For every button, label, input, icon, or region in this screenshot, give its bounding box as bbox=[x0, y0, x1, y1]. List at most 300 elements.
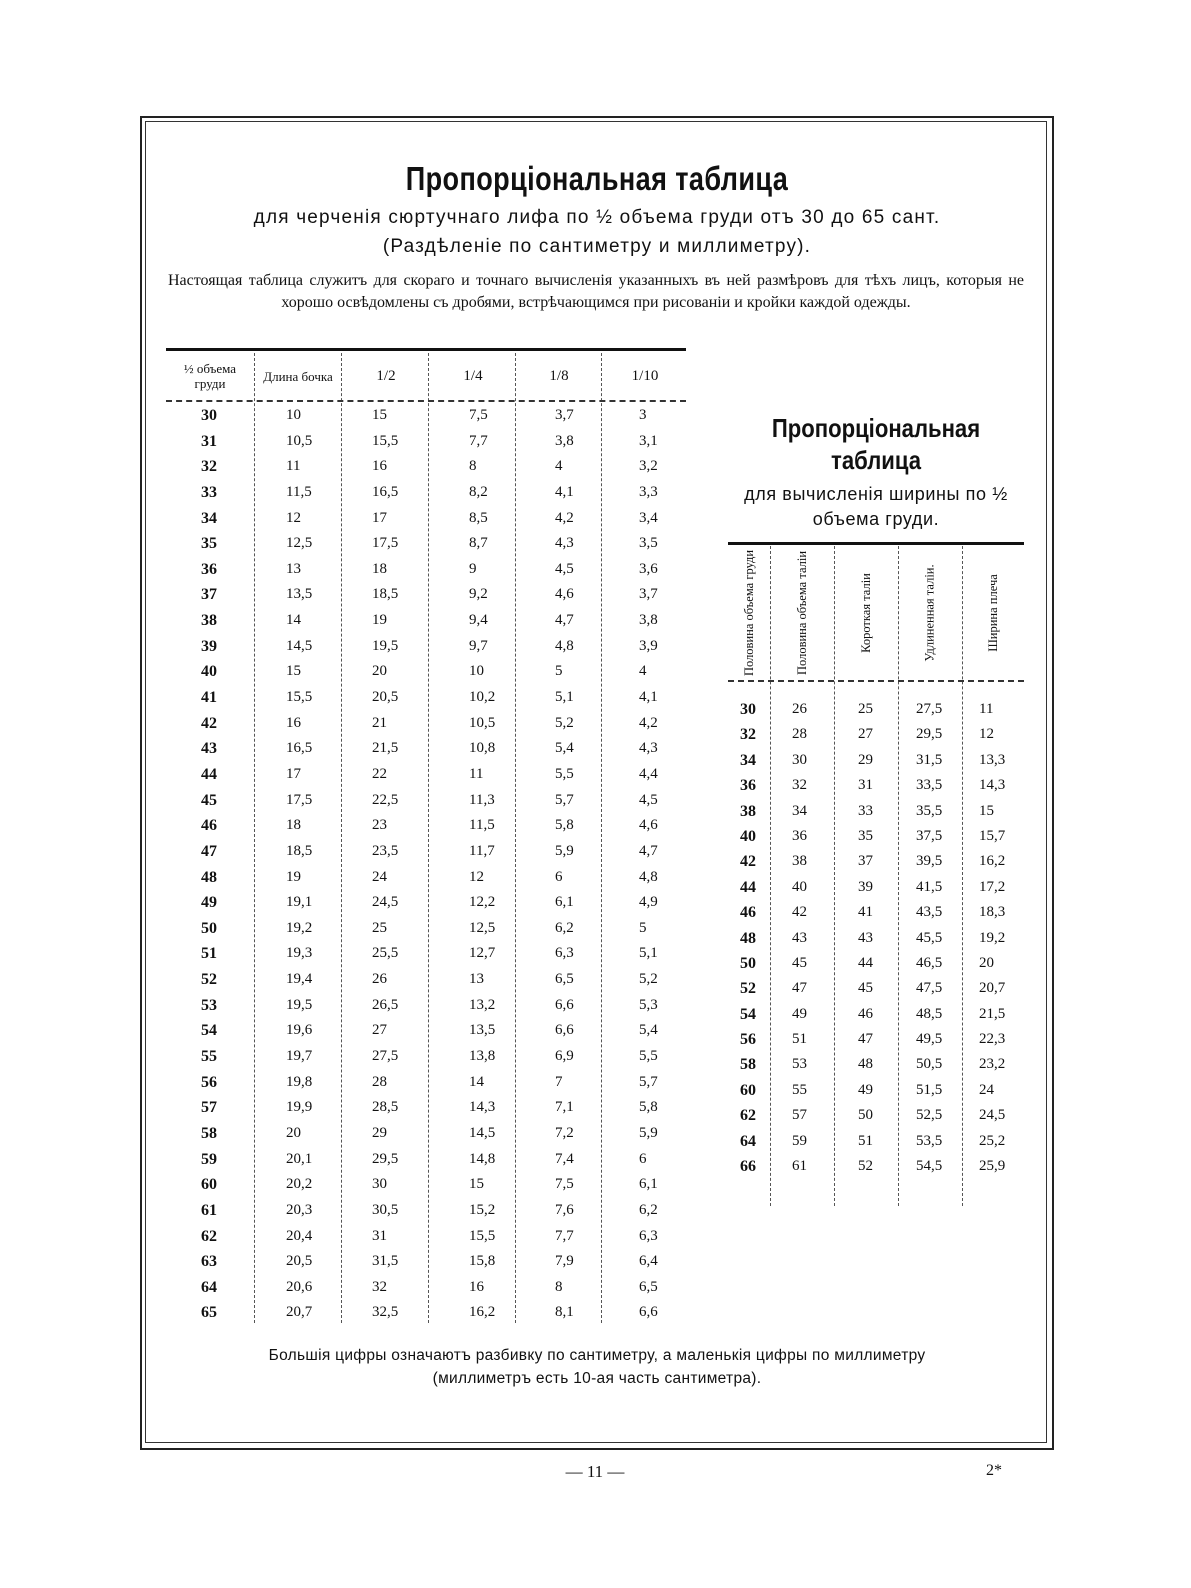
table-cell: 6,6 bbox=[639, 1304, 658, 1321]
table-cell: 17,2 bbox=[979, 878, 1006, 895]
table-cell: 50,5 bbox=[916, 1056, 943, 1073]
table-cell: 50 bbox=[740, 954, 756, 972]
table-row bbox=[166, 1045, 686, 1071]
table-row bbox=[166, 840, 686, 866]
width-table-title: Пропорціональная таблица bbox=[771, 413, 981, 475]
table-cell: 15,8 bbox=[469, 1253, 496, 1270]
table-cell: 12,2 bbox=[469, 894, 496, 911]
table-cell: 57 bbox=[792, 1107, 807, 1124]
table-cell: 16 bbox=[469, 1278, 484, 1295]
table-cell: 27 bbox=[858, 726, 873, 743]
table-cell: 32 bbox=[201, 458, 217, 476]
table-cell: 53 bbox=[792, 1056, 807, 1073]
table-cell: 6 bbox=[639, 1150, 647, 1167]
table-cell: 10,2 bbox=[469, 689, 496, 706]
table-row bbox=[166, 507, 686, 533]
table-row bbox=[166, 686, 686, 712]
table-cell: 4,8 bbox=[639, 868, 658, 885]
table-row bbox=[166, 1096, 686, 1122]
header-quarter: 1/4 bbox=[463, 367, 483, 384]
table-cell: 13,8 bbox=[469, 1048, 496, 1065]
header-long-waist bbox=[898, 548, 962, 678]
page-subtitle-note: (Раздѣленіе по сантиметру и миллиметру). bbox=[382, 236, 812, 257]
table-cell: 54 bbox=[201, 1022, 217, 1040]
footer-line: Большія цифры означаютъ разбивку по сантиметру, а маленькія цифры по миллиметру bbox=[268, 1347, 926, 1364]
table-cell: 47 bbox=[792, 980, 807, 997]
table-cell: 58 bbox=[740, 1056, 756, 1074]
table-cell: 19,9 bbox=[286, 1099, 313, 1116]
table-cell: 43,5 bbox=[916, 904, 943, 921]
table-cell: 34 bbox=[201, 509, 217, 527]
table-cell: 36 bbox=[792, 827, 807, 844]
table-cell: 22 bbox=[372, 765, 387, 782]
table-cell: 4,7 bbox=[639, 842, 658, 859]
table-row bbox=[728, 955, 1024, 980]
table-cell: 16,5 bbox=[286, 740, 313, 757]
table-cell: 51,5 bbox=[916, 1081, 943, 1098]
table-cell: 14,3 bbox=[469, 1099, 496, 1116]
table-cell: 56 bbox=[201, 1073, 217, 1091]
table-cell: 54,5 bbox=[916, 1158, 943, 1175]
table-cell: 7,2 bbox=[555, 1124, 574, 1141]
table-cell: 4,5 bbox=[639, 791, 658, 808]
table-cell: 52 bbox=[740, 980, 756, 998]
table-cell: 9,4 bbox=[469, 612, 488, 629]
table-cell: 39 bbox=[858, 878, 873, 895]
table-row bbox=[166, 558, 686, 584]
table-cell: 41,5 bbox=[916, 878, 943, 895]
table-cell: 42 bbox=[201, 714, 217, 732]
table-cell: 42 bbox=[740, 853, 756, 871]
table-cell: 4,3 bbox=[639, 740, 658, 757]
table-cell: 18 bbox=[286, 817, 301, 834]
table-cell: 4,5 bbox=[555, 560, 574, 577]
header-short-waist bbox=[834, 548, 898, 678]
table-cell: 4,1 bbox=[555, 483, 574, 500]
table-cell: 25 bbox=[858, 701, 873, 717]
table-cell: 24 bbox=[372, 868, 387, 885]
table-cell: 6,5 bbox=[555, 971, 574, 988]
table-row bbox=[166, 1019, 686, 1045]
table-cell: 13 bbox=[469, 971, 484, 988]
table-cell: 14,5 bbox=[469, 1124, 496, 1141]
table-cell: 50 bbox=[201, 919, 217, 937]
table-cell: 5,2 bbox=[555, 714, 574, 731]
table-cell: 31 bbox=[858, 777, 873, 794]
footer-note bbox=[140, 1344, 1054, 1390]
table-cell: 5,2 bbox=[639, 971, 658, 988]
table-cell: 47,5 bbox=[916, 980, 943, 997]
table-cell: 6,4 bbox=[639, 1253, 658, 1270]
table-row bbox=[166, 481, 686, 507]
table-cell: 37 bbox=[858, 853, 873, 870]
table-cell: 29,5 bbox=[372, 1150, 399, 1167]
table-cell: 35 bbox=[858, 827, 873, 844]
table-cell: 6,1 bbox=[555, 894, 574, 911]
table-cell: 21,5 bbox=[372, 740, 399, 757]
table-row bbox=[166, 609, 686, 635]
header-half: 1/2 bbox=[376, 367, 396, 384]
table-cell: 12 bbox=[979, 726, 994, 743]
table-row bbox=[728, 777, 1024, 802]
table-cell: 10,8 bbox=[469, 740, 496, 757]
table-cell: 6 bbox=[555, 868, 563, 885]
table-cell: 7,1 bbox=[555, 1099, 574, 1116]
table-cell: 16 bbox=[286, 714, 301, 731]
table-cell: 7,6 bbox=[555, 1201, 574, 1218]
table-cell: 12,7 bbox=[469, 945, 496, 962]
table-cell: 33 bbox=[858, 802, 873, 819]
table-cell: 48 bbox=[858, 1056, 873, 1073]
table-cell: 7,5 bbox=[469, 407, 488, 423]
header-label: Половина объема груди bbox=[742, 549, 756, 677]
table-cell: 8 bbox=[469, 458, 477, 475]
table-cell: 49,5 bbox=[916, 1031, 943, 1048]
table-cell: 56 bbox=[740, 1031, 756, 1049]
table-cell: 53 bbox=[201, 996, 217, 1014]
table-cell: 11 bbox=[286, 458, 301, 475]
table-cell: 35 bbox=[201, 535, 217, 553]
table-cell: 30 bbox=[201, 407, 217, 424]
table-cell: 18 bbox=[372, 560, 387, 577]
table-cell: 3,9 bbox=[639, 637, 658, 654]
table-cell: 19,2 bbox=[286, 919, 313, 936]
table-cell: 47 bbox=[858, 1031, 873, 1048]
table-cell: 12 bbox=[286, 509, 301, 526]
table-cell: 63 bbox=[201, 1253, 217, 1271]
table-cell: 3,7 bbox=[639, 586, 658, 603]
table-cell: 5,8 bbox=[555, 817, 574, 834]
table-cell: 8,1 bbox=[555, 1304, 574, 1321]
table-row bbox=[166, 1199, 686, 1225]
table-row bbox=[728, 1006, 1024, 1031]
table-cell: 30 bbox=[740, 701, 756, 718]
header-label: Половина объема таліи bbox=[795, 550, 810, 676]
table-cell: 18,5 bbox=[286, 842, 313, 859]
table-cell: 20,5 bbox=[286, 1253, 313, 1270]
table-cell: 16,2 bbox=[979, 853, 1006, 870]
table-cell: 37,5 bbox=[916, 827, 943, 844]
table-cell: 16,5 bbox=[372, 483, 399, 500]
table-cell: 55 bbox=[201, 1048, 217, 1066]
table-row bbox=[166, 814, 686, 840]
table-cell: 7,7 bbox=[469, 432, 488, 449]
header-half-waist bbox=[770, 548, 834, 678]
table-cell: 4,3 bbox=[555, 535, 574, 552]
table-cell: 24,5 bbox=[979, 1107, 1006, 1124]
width-table-subtitle: для вычисленія ширины по ½ объема груди. bbox=[744, 484, 1008, 529]
table-cell: 18,3 bbox=[979, 904, 1006, 921]
table-cell: 52 bbox=[858, 1158, 873, 1175]
table-cell: 48 bbox=[740, 929, 756, 947]
table-cell: 41 bbox=[858, 904, 873, 921]
table-cell: 25,2 bbox=[979, 1132, 1006, 1149]
table-cell: 49 bbox=[858, 1081, 873, 1098]
table-top-rule bbox=[166, 348, 686, 351]
table-cell: 15,5 bbox=[469, 1227, 496, 1244]
table-cell: 61 bbox=[792, 1158, 807, 1175]
table-cell: 12,5 bbox=[286, 535, 313, 552]
table-cell: 49 bbox=[792, 1005, 807, 1022]
table-row bbox=[166, 994, 686, 1020]
header-eighth: 1/8 bbox=[549, 367, 569, 384]
table-cell: 43 bbox=[858, 929, 873, 946]
table-cell: 36 bbox=[201, 560, 217, 578]
table-row bbox=[166, 455, 686, 481]
table-cell: 5,4 bbox=[555, 740, 574, 757]
table-cell: 28 bbox=[372, 1073, 387, 1090]
page-subtitle: для черченія сюртучнаго лифа по ½ объема груди отъ 30 до 65 сант. bbox=[253, 207, 941, 228]
table-cell: 3,5 bbox=[639, 535, 658, 552]
table-cell: 40 bbox=[740, 827, 756, 845]
table-cell: 15 bbox=[979, 802, 994, 819]
table-cell: 38 bbox=[792, 853, 807, 870]
table-cell: 40 bbox=[201, 663, 217, 681]
table-cell: 4,2 bbox=[639, 714, 658, 731]
table-cell: 29 bbox=[372, 1124, 387, 1141]
table-cell: 43 bbox=[792, 929, 807, 946]
page-number: — 11 — bbox=[565, 1462, 625, 1481]
table-cell: 4 bbox=[555, 458, 563, 475]
table-cell: 59 bbox=[201, 1150, 217, 1168]
table-cell: 31,5 bbox=[916, 751, 943, 768]
table-cell: 11,7 bbox=[469, 842, 495, 859]
table-cell: 19 bbox=[372, 612, 387, 629]
table-cell: 7,9 bbox=[555, 1253, 574, 1270]
table-row bbox=[728, 701, 1024, 726]
table-cell: 43 bbox=[201, 740, 217, 758]
table-cell: 13,2 bbox=[469, 996, 496, 1013]
table-cell: 58 bbox=[201, 1124, 217, 1142]
table-row bbox=[728, 904, 1024, 929]
table-row bbox=[728, 752, 1024, 777]
table-row bbox=[728, 803, 1024, 828]
table-cell: 4,2 bbox=[555, 509, 574, 526]
table-cell: 53,5 bbox=[916, 1132, 943, 1149]
table-cell: 4 bbox=[639, 663, 647, 680]
table-row bbox=[728, 1031, 1024, 1056]
table-row bbox=[166, 763, 686, 789]
table-cell: 55 bbox=[792, 1081, 807, 1098]
table-cell: 24,5 bbox=[372, 894, 399, 911]
table-cell: 20 bbox=[286, 1124, 301, 1141]
table-cell: 26,5 bbox=[372, 996, 399, 1013]
table-cell: 8,2 bbox=[469, 483, 488, 500]
table-row bbox=[728, 1133, 1024, 1158]
table-cell: 20 bbox=[979, 954, 994, 971]
table-cell: 5,8 bbox=[639, 1099, 658, 1116]
table-row bbox=[166, 404, 686, 430]
table-cell: 5,4 bbox=[639, 1022, 658, 1039]
page-title: Пропорціональная таблица bbox=[405, 160, 789, 197]
table-cell: 27,5 bbox=[372, 1048, 399, 1065]
table-cell: 33 bbox=[201, 483, 217, 501]
table-cell: 16,2 bbox=[469, 1304, 496, 1321]
table-cell: 23 bbox=[372, 817, 387, 834]
table-cell: 39,5 bbox=[916, 853, 943, 870]
table-cell: 3,6 bbox=[639, 560, 658, 577]
header-tenth: 1/10 bbox=[631, 367, 659, 384]
table-body bbox=[728, 701, 1024, 1183]
table-cell: 14,5 bbox=[286, 637, 313, 654]
table-row bbox=[728, 1107, 1024, 1132]
table-cell: 31,5 bbox=[372, 1253, 399, 1270]
table-cell: 13,3 bbox=[979, 751, 1006, 768]
table-cell: 19,5 bbox=[372, 637, 399, 654]
table-cell: 14 bbox=[469, 1073, 484, 1090]
table-cell: 5 bbox=[555, 663, 563, 680]
header-half-chest: ½ объема груди bbox=[183, 361, 237, 391]
intro-paragraph: Настоящая таблица служитъ для скораго и точнаго вычисленія указанныхъ въ ней размѣровъ для тѣхъ лицъ, которыя не хорошо освѣдомлены съ дробями, встрѣчающимся при рисованіи и кройки каждой одежды. bbox=[168, 272, 1024, 311]
table-cell: 17 bbox=[372, 509, 387, 526]
table-cell: 54 bbox=[740, 1005, 756, 1023]
table-cell: 4,1 bbox=[639, 689, 658, 706]
table-cell: 66 bbox=[740, 1158, 756, 1176]
table-cell: 51 bbox=[858, 1132, 873, 1149]
table-row bbox=[728, 1082, 1024, 1107]
signature-mark: 2* bbox=[986, 1462, 1002, 1479]
table-row bbox=[166, 1173, 686, 1199]
table-cell: 6,6 bbox=[555, 996, 574, 1013]
table-cell: 11,5 bbox=[286, 483, 312, 500]
table-cell: 7,7 bbox=[555, 1227, 574, 1244]
table-cell: 59 bbox=[792, 1132, 807, 1149]
table-cell: 50 bbox=[858, 1107, 873, 1124]
table-row bbox=[166, 430, 686, 456]
table-cell: 13 bbox=[286, 560, 301, 577]
table-cell: 5,3 bbox=[639, 996, 658, 1013]
table-cell: 26 bbox=[792, 701, 807, 717]
table-row bbox=[166, 1071, 686, 1097]
table-cell: 16 bbox=[372, 458, 387, 475]
table-cell: 17 bbox=[286, 765, 301, 782]
table-cell: 3,4 bbox=[639, 509, 658, 526]
table-cell: 17,5 bbox=[286, 791, 313, 808]
table-row bbox=[166, 532, 686, 558]
table-cell: 15,2 bbox=[469, 1201, 496, 1218]
table-cell: 21 bbox=[372, 714, 387, 731]
table-row bbox=[728, 930, 1024, 955]
table-cell: 14,3 bbox=[979, 777, 1006, 794]
table-cell: 20,7 bbox=[979, 980, 1006, 997]
header-side-length: Длина бочка bbox=[263, 368, 333, 384]
table-cell: 4,4 bbox=[639, 765, 658, 782]
table-cell: 10,5 bbox=[469, 714, 496, 731]
table-cell: 4,7 bbox=[555, 612, 574, 629]
table-cell: 25,9 bbox=[979, 1158, 1006, 1175]
table-cell: 29,5 bbox=[916, 726, 943, 743]
table-cell: 8,7 bbox=[469, 535, 488, 552]
table-cell: 46 bbox=[740, 904, 756, 922]
table-row bbox=[166, 737, 686, 763]
table-cell: 32,5 bbox=[372, 1304, 399, 1321]
table-cell: 64 bbox=[201, 1278, 217, 1296]
table-cell: 19,2 bbox=[979, 929, 1006, 946]
table-cell: 45 bbox=[201, 791, 217, 809]
table-cell: 19,1 bbox=[286, 894, 313, 911]
header-label: Ширина плеча bbox=[986, 574, 1001, 652]
table-cell: 30 bbox=[792, 751, 807, 768]
table-cell: 5,9 bbox=[555, 842, 574, 859]
table-cell: 6,9 bbox=[555, 1048, 574, 1065]
table-cell: 52,5 bbox=[916, 1107, 943, 1124]
table-cell: 15 bbox=[286, 663, 301, 680]
table-cell: 15 bbox=[372, 407, 387, 423]
table-cell: 30 bbox=[372, 1176, 387, 1193]
table-cell: 9 bbox=[469, 560, 477, 577]
table-row bbox=[166, 712, 686, 738]
table-cell: 47 bbox=[201, 842, 217, 860]
table-cell: 6,6 bbox=[555, 1022, 574, 1039]
table-cell: 20,6 bbox=[286, 1278, 313, 1295]
table-cell: 9,7 bbox=[469, 637, 488, 654]
table-cell: 7,5 bbox=[555, 1176, 574, 1193]
table-cell: 62 bbox=[201, 1227, 217, 1245]
table-cell: 28 bbox=[792, 726, 807, 743]
table-cell: 11,3 bbox=[469, 791, 495, 808]
table-cell: 19,8 bbox=[286, 1073, 313, 1090]
table-cell: 3,1 bbox=[639, 432, 658, 449]
table-cell: 31 bbox=[201, 432, 217, 450]
table-cell: 32 bbox=[792, 777, 807, 794]
table-cell: 25 bbox=[372, 919, 387, 936]
table-row bbox=[166, 1225, 686, 1251]
table-row bbox=[166, 1148, 686, 1174]
table-cell: 4,6 bbox=[639, 817, 658, 834]
table-cell: 45,5 bbox=[916, 929, 943, 946]
table-cell: 45 bbox=[858, 980, 873, 997]
table-cell: 6,3 bbox=[555, 945, 574, 962]
table-cell: 6,2 bbox=[639, 1201, 658, 1218]
table-cell: 20,2 bbox=[286, 1176, 313, 1193]
table-cell: 20,7 bbox=[286, 1304, 313, 1321]
table-cell: 37 bbox=[201, 586, 217, 604]
table-cell: 8 bbox=[555, 1278, 563, 1295]
table-cell: 19,3 bbox=[286, 945, 313, 962]
table-row bbox=[166, 1276, 686, 1302]
table-cell: 38 bbox=[740, 802, 756, 820]
table-cell: 20,4 bbox=[286, 1227, 313, 1244]
table-cell: 12 bbox=[469, 868, 484, 885]
table-row bbox=[166, 635, 686, 661]
table-cell: 6,1 bbox=[639, 1176, 658, 1193]
table-cell: 31 bbox=[372, 1227, 387, 1244]
table-cell: 15,5 bbox=[372, 432, 399, 449]
table-cell: 3,8 bbox=[555, 432, 574, 449]
table-cell: 6,5 bbox=[639, 1278, 658, 1295]
table-row bbox=[728, 853, 1024, 878]
table-cell: 10,5 bbox=[286, 432, 313, 449]
table-cell: 10 bbox=[286, 407, 301, 423]
table-row bbox=[166, 866, 686, 892]
table-cell: 5,7 bbox=[555, 791, 574, 808]
table-cell: 23,2 bbox=[979, 1056, 1006, 1073]
table-cell: 39 bbox=[201, 637, 217, 655]
table-cell: 38 bbox=[201, 612, 217, 630]
table-cell: 18,5 bbox=[372, 586, 399, 603]
table-row bbox=[166, 917, 686, 943]
table-cell: 22,5 bbox=[372, 791, 399, 808]
table-cell: 5,5 bbox=[555, 765, 574, 782]
table-row bbox=[166, 968, 686, 994]
table-row bbox=[728, 1056, 1024, 1081]
table-cell: 27 bbox=[372, 1022, 387, 1039]
table-cell: 19,6 bbox=[286, 1022, 313, 1039]
table-cell: 8,5 bbox=[469, 509, 488, 526]
table-cell: 51 bbox=[201, 945, 217, 963]
table-cell: 25,5 bbox=[372, 945, 399, 962]
table-cell: 9,2 bbox=[469, 586, 488, 603]
